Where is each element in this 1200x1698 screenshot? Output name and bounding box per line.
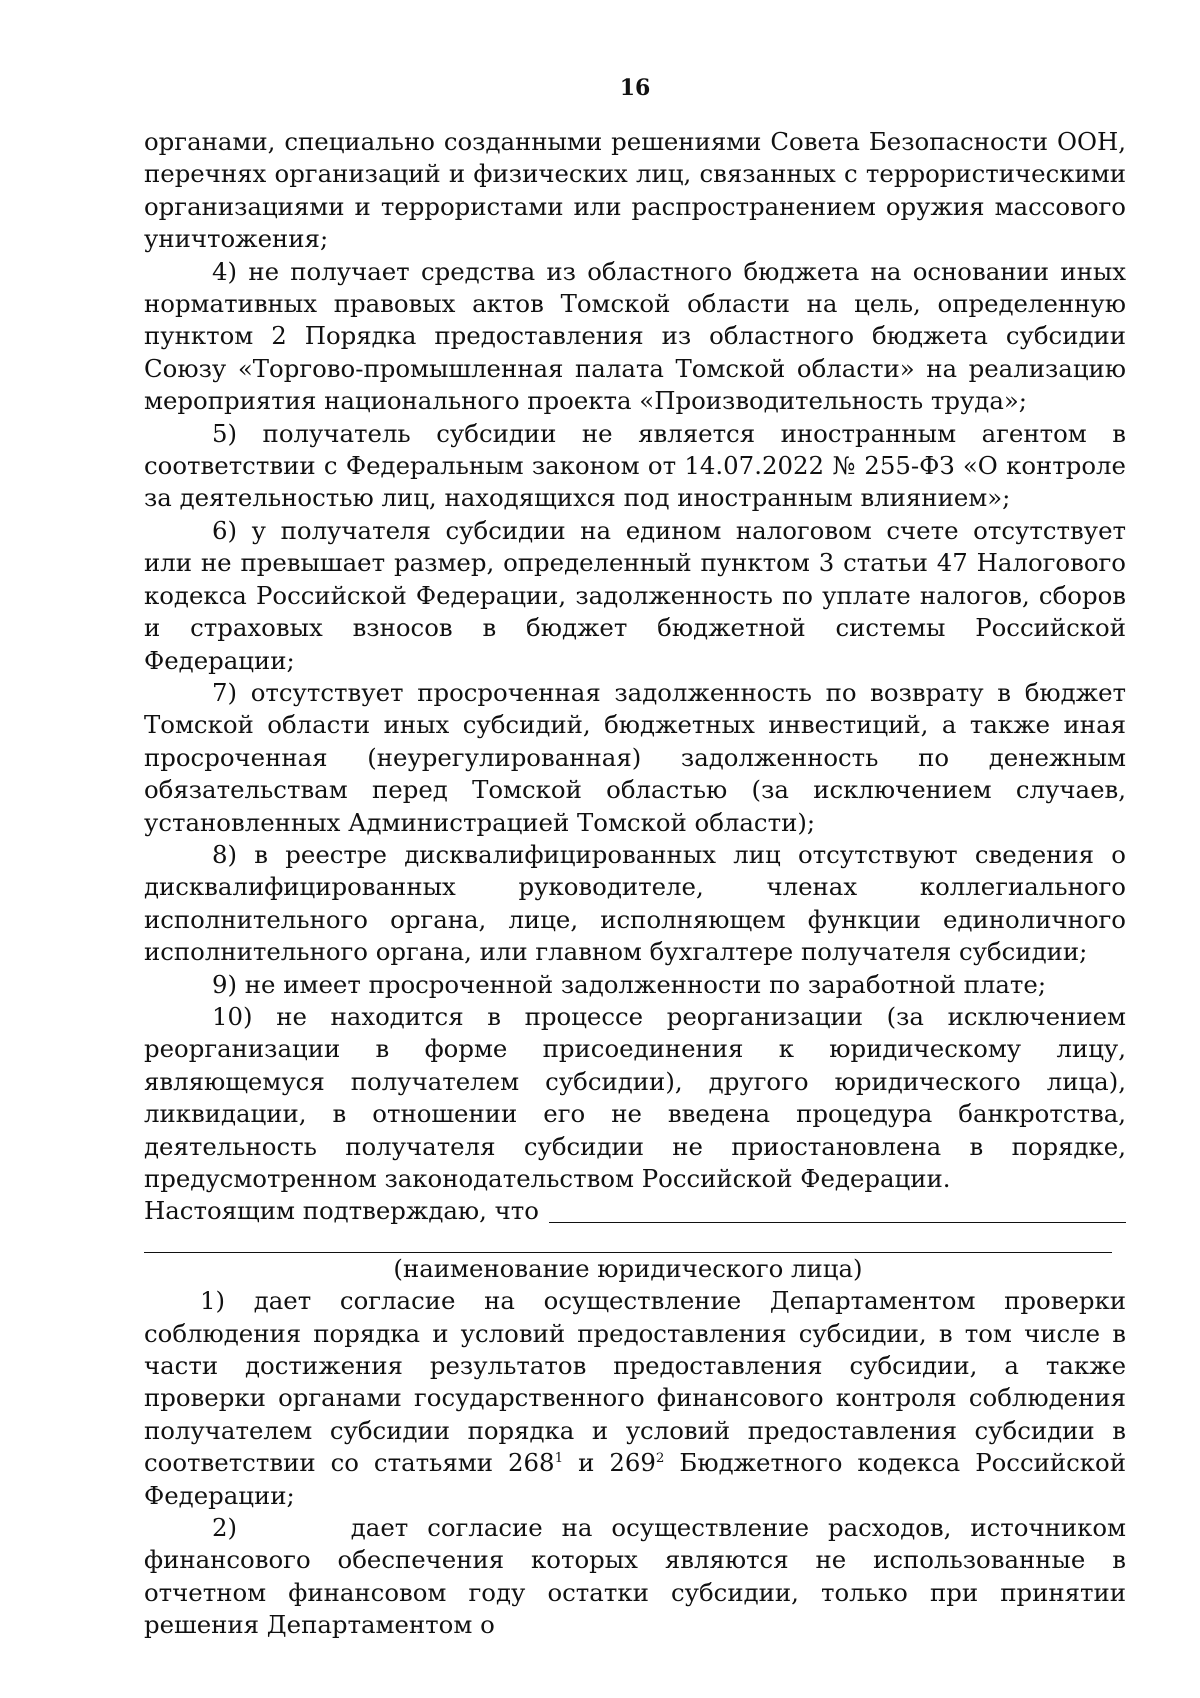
footnote-sup-2: 2 (655, 1451, 665, 1467)
footnote-sup-1: 1 (554, 1451, 564, 1467)
paragraph-continuation: органами, специально созданными решениями Совета Безопасности ООН, перечнях организаций и физических лиц, связанных с террористическими организациями и террористами или распространением оружия массового уничтожения; (144, 127, 1126, 254)
document-body (144, 126, 1134, 1642)
consent-item-2: 2) дает согласие на осуществление расходов, источником финансового обеспечения которых являются не использованные в отчетном финансовом году остатки субсидии, только при принятии решения Департаментом о (144, 1513, 1134, 1640)
paragraph-item-4: 4) не получает средства из областного бюджета на основании иных нормативных правовых актов Томской области на цель, определенную пунктом 2 Порядка предоставления из областного бюджета субсидии Союзу «Торгово-промышленная палата Томской области» на реализацию мероприятия национального проекта «Производительность труда»; (144, 256, 1126, 416)
legal-entity-caption: (наименование юридического лица) (393, 1253, 863, 1283)
legal-entity-blank-line-2[interactable] (144, 1228, 1112, 1253)
consent-item-1-end: Бюджетного кодекса Российской Федерации; (144, 1448, 1126, 1510)
confirmation-line (144, 1195, 1126, 1227)
consent-item-1-text: 1) дает согласие на осуществление Департаментом проверки соблюдения порядка и условий предоставления субсидии, в том числе в части достижения результатов предоставления субсидии, а также проверки органами государственного финансового контроля соблюдения получателем субсидии порядка и условий предоставления субсидии в соответствии со статьями 268 (144, 1286, 1126, 1478)
paragraph-item-5: 5) получатель субсидии не является иностранным агентом в соответствии с Федеральным законом от 14.07.2022 № 255-ФЗ «О контроле за деятельностью лиц, находящихся под иностранным влиянием»; (144, 418, 1126, 513)
paragraph-item-7: 7) отсутствует просроченная задолженность по возврату в бюджет Томской области иных субсидий, бюджетных инвестиций, а также иная просроченная (неурегулированная) задолженность по денежным обязательствам перед Томской областью (за исключением случаев, установленных Администрацией Томской области); (144, 677, 1126, 837)
page-number: 16 (619, 75, 651, 101)
consent-item-1-mid: и 269 (563, 1448, 656, 1478)
paragraph-item-10: 10) не находится в процессе реорганизации (за исключением реорганизации в форме присоединения к юридическому лицу, являющемуся получателем субсидии), другого юридического лица), ликвидации, в отношении его не введена процедура банкротства, деятельность получателя субсидии не приостановлена в порядке, предусмотренном законодательством Российской Федерации. (144, 1001, 1126, 1193)
legal-entity-blank-line-1[interactable] (549, 1222, 1126, 1223)
paragraph-item-8: 8) в реестре дисквалифицированных лиц отсутствуют сведения о дисквалифицированных руководителе, членах коллегиального исполнительного органа, лице, исполняющем функции единоличного исполнительного органа, или главном бухгалтере получателя субсидии; (144, 839, 1126, 967)
paragraph-item-9: 9) не имеет просроченной задолженности по заработной плате; (212, 969, 1047, 999)
consent-item-1 (144, 1285, 1126, 1512)
paragraph-item-6: 6) у получателя субсидии на едином налоговом счете отсутствует или не превышает размер, определенный пунктом 3 статьи 47 Налогового кодекса Российской Федерации, задолженность по уплате налогов, сборов и страховых взносов в бюджет бюджетной системы Российской Федерации; (144, 515, 1126, 675)
confirmation-label: Настоящим подтверждаю, что (144, 1196, 539, 1226)
